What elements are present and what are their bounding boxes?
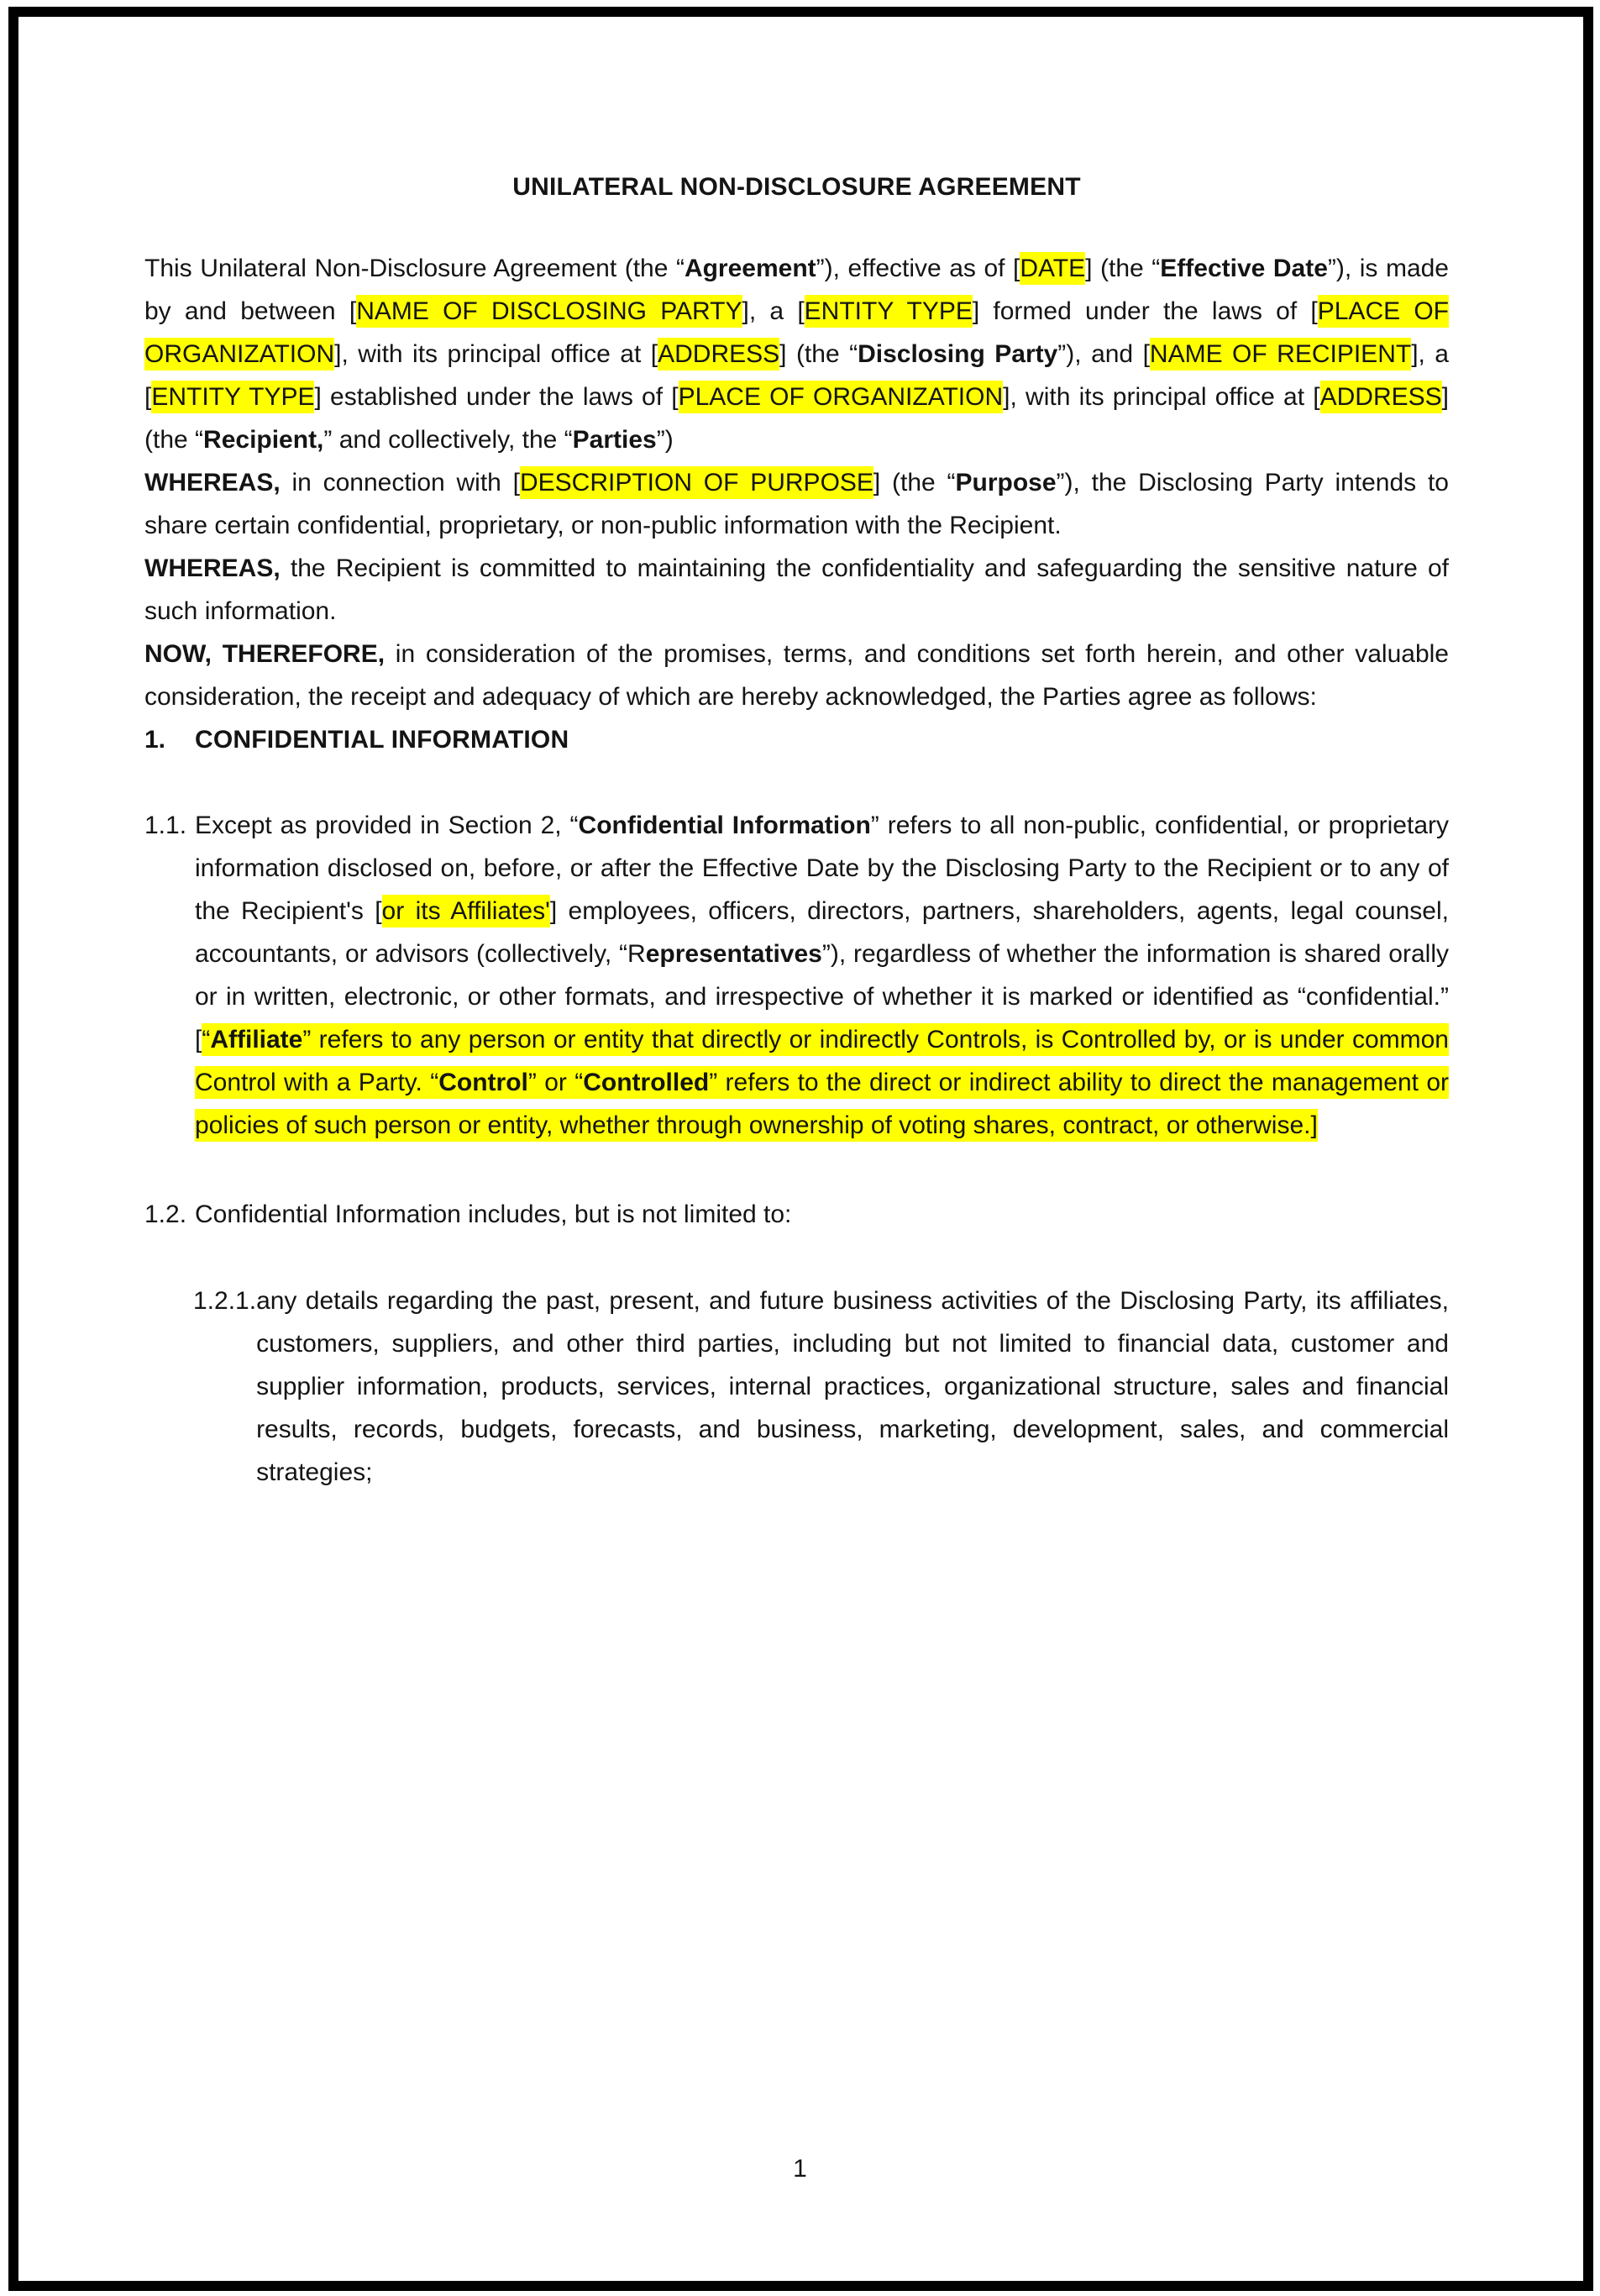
- clause-1-1: [144, 804, 1449, 1147]
- clause-1-2: [144, 1193, 1449, 1236]
- whereas-clause-2: WHEREAS, the Recipient is committed to maintaining the confidentiality and safeguarding the sensitive nature of such information.: [144, 554, 1449, 625]
- section-1-heading: [144, 718, 1449, 761]
- clause-1-1-text: Except as provided in Section 2, “Confidential Information” refers to all non-public, confidential, or proprietary information disclosed on, before, or after the Effective Date by the Disclosing Party to the Recipient or to any of the Recipient's [or its Affiliates'] employees, officers, directors, partners, shareholders, agents, legal counsel, accountants, or advisors (collectively, “Representatives”), regardless of whether the information is shared orally or in written, electronic, or other formats, and irrespective of whether it is marked or identified as “confidential.” [“Affiliate” refers to any person or entity that directly or indirectly Controls, is Controlled by, or is under common Control with a Party. “Control” or “Controlled” refers to the direct or indirect ability to direct the management or policies of such person or entity, whether through ownership of voting shares, contract, or otherwise.]: [195, 804, 1449, 1147]
- document-title: UNILATERAL NON-DISCLOSURE AGREEMENT: [512, 173, 1081, 201]
- section-heading-label: CONFIDENTIAL INFORMATION: [195, 726, 569, 754]
- clause-1-2-1-text: any details regarding the past, present, and future business activities of the Disclosing Party, its affiliates, customers, suppliers, and other third parties, including but not limited to financial data, customer and supplier information, products, services, internal practices, organizational structure, sales and financial results, records, budgets, forecasts, and business, marketing, development, sales, and commercial strategies;: [256, 1287, 1449, 1486]
- clause-1-1-number: 1.1.: [144, 812, 187, 839]
- clause-1-2-number: 1.2.: [144, 1201, 187, 1228]
- clause-1-2-1-number: 1.2.1.: [193, 1287, 257, 1315]
- whereas-clause-1: WHEREAS, in connection with [DESCRIPTION OF PURPOSE] (the “Purpose”), the Disclosing Party intends to share certain confidential, proprietary, or non-public information with the Recipient.: [144, 461, 1449, 547]
- clause-1-2-text: Confidential Information includes, but is not limited to:: [195, 1201, 792, 1228]
- section-number: 1.: [144, 726, 166, 754]
- now-therefore-paragraph: NOW, THEREFORE, in consideration of the promises, terms, and conditions set forth herein, and other valuable consideration, the receipt and adequacy of which are hereby acknowledged, the Parties agree as follows:: [144, 640, 1449, 711]
- preamble-paragraph: This Unilateral Non-Disclosure Agreement (the “Agreement”), effective as of [DATE] (the “Effective Date”), is made by and between [NAME OF DISCLOSING PARTY], a [ENTITY TYPE] formed under the laws of [PLACE OF ORGANIZATION], with its principal office at [ADDRESS] (the “Disclosing Party”), and [NAME OF RECIPIENT], a [ENTITY TYPE] established under the laws of [PLACE OF ORGANIZATION], with its principal office at [ADDRESS] (the “Recipient,” and collectively, the “Parties”): [144, 247, 1449, 461]
- page-number: 1: [793, 2155, 807, 2183]
- clause-1-2-1: [144, 1279, 1449, 1494]
- document-body: [144, 166, 1449, 1494]
